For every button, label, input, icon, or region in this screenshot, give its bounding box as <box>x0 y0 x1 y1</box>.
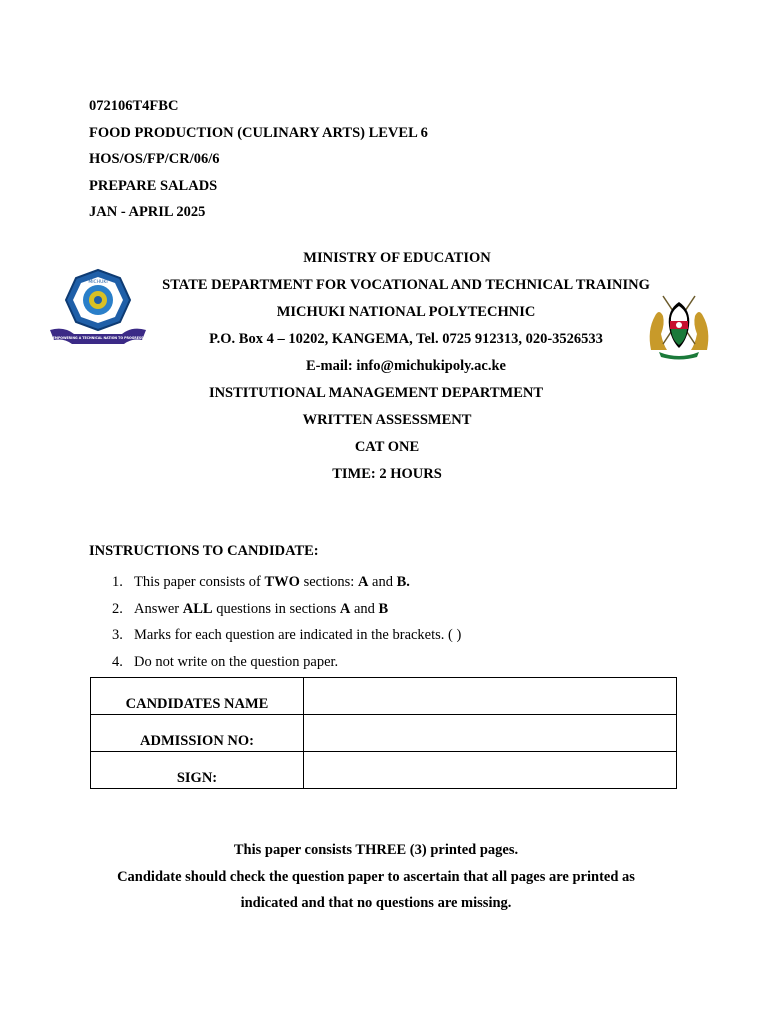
cat-label: CAT ONE <box>354 439 420 455</box>
time-label: TIME: 2 HOURS <box>332 466 442 482</box>
assessment-type: WRITTEN ASSESSMENT <box>302 412 472 428</box>
exam-header <box>89 93 428 226</box>
exam-period: JAN - APRIL 2025 <box>89 204 206 221</box>
candidate-name-label: CANDIDATES NAME <box>91 678 304 715</box>
instruction-text-run: and <box>350 600 379 617</box>
candidate-name-field <box>304 678 677 715</box>
department-line: STATE DEPARTMENT FOR VOCATIONAL AND TECHNICAL TRAINING <box>162 277 650 293</box>
unit-code: 072106T4FBC <box>89 98 179 114</box>
table-row <box>91 715 677 752</box>
admission-no-field <box>304 715 677 752</box>
sign-label: SIGN: <box>91 752 304 789</box>
instruction-item <box>112 596 461 623</box>
instruction-number: 4. <box>112 653 123 670</box>
instructions-title: INSTRUCTIONS TO CANDIDATE: <box>89 543 319 559</box>
instruction-text-run: B. <box>396 574 410 590</box>
instruction-number: 3. <box>112 627 123 644</box>
instruction-text-run: questions in sections <box>212 600 340 617</box>
candidate-details-table <box>90 677 677 789</box>
institution-address: P.O. Box 4 – 10202, KANGEMA, Tel. 0725 912313, 020-3526533 <box>209 331 603 347</box>
instruction-text-run: sections: <box>299 574 358 590</box>
sign-field <box>304 752 677 789</box>
footer-line: Candidate should check the question paper to ascertain that all pages are printed as <box>117 868 635 885</box>
instruction-text-run: Answer <box>134 600 183 617</box>
admission-no-label: ADMISSION NO: <box>91 715 304 752</box>
instruction-number: 2. <box>112 600 123 617</box>
instruction-text-run: A <box>357 574 369 590</box>
course-title: FOOD PRODUCTION (CULINARY ARTS) LEVEL 6 <box>89 124 428 141</box>
course-code: HOS/OS/FP/CR/06/6 <box>89 151 220 168</box>
institution-name: MICHUKI NATIONAL POLYTECHNIC <box>276 304 536 320</box>
instruction-text-run: ALL <box>182 600 213 617</box>
instruction-text-run: Marks for each question are indicated in the brackets. ( ) <box>134 627 462 644</box>
table-row <box>91 678 677 715</box>
footer-line: indicated and that no questions are missing. <box>240 895 512 912</box>
instruction-text-run: This paper consists of <box>134 574 265 590</box>
instructions-list <box>112 569 461 675</box>
management-department: INSTITUTIONAL MANAGEMENT DEPARTMENT <box>208 385 544 401</box>
unit-title: PREPARE SALADS <box>89 177 218 194</box>
kenya-coat-of-arms-icon <box>643 290 715 362</box>
instruction-item <box>112 622 461 649</box>
instruction-text-run: and <box>368 574 397 590</box>
polytechnic-crest-icon <box>44 268 152 350</box>
instruction-item <box>112 649 461 676</box>
instruction-number: 1. <box>112 574 123 590</box>
crest-banner-text: EMPOWERING A TECHNICAL NATION TO PROGRESS <box>52 336 144 340</box>
instruction-text-run: A <box>339 600 351 617</box>
footer-line: This paper consists THREE (3) printed pages. <box>233 842 519 858</box>
institution-email: E-mail: info@michukipoly.ac.ke <box>306 358 506 374</box>
footer-note <box>0 837 752 917</box>
crest-top-text: MICHUKI <box>88 280 108 285</box>
instruction-text-run: TWO <box>264 574 300 590</box>
instruction-text-run: Do not write on the question paper. <box>134 653 339 670</box>
table-row <box>91 752 677 789</box>
ministry-line: MINISTRY OF EDUCATION <box>303 250 491 266</box>
instruction-item <box>112 569 461 596</box>
instruction-text-run: B <box>378 600 389 617</box>
